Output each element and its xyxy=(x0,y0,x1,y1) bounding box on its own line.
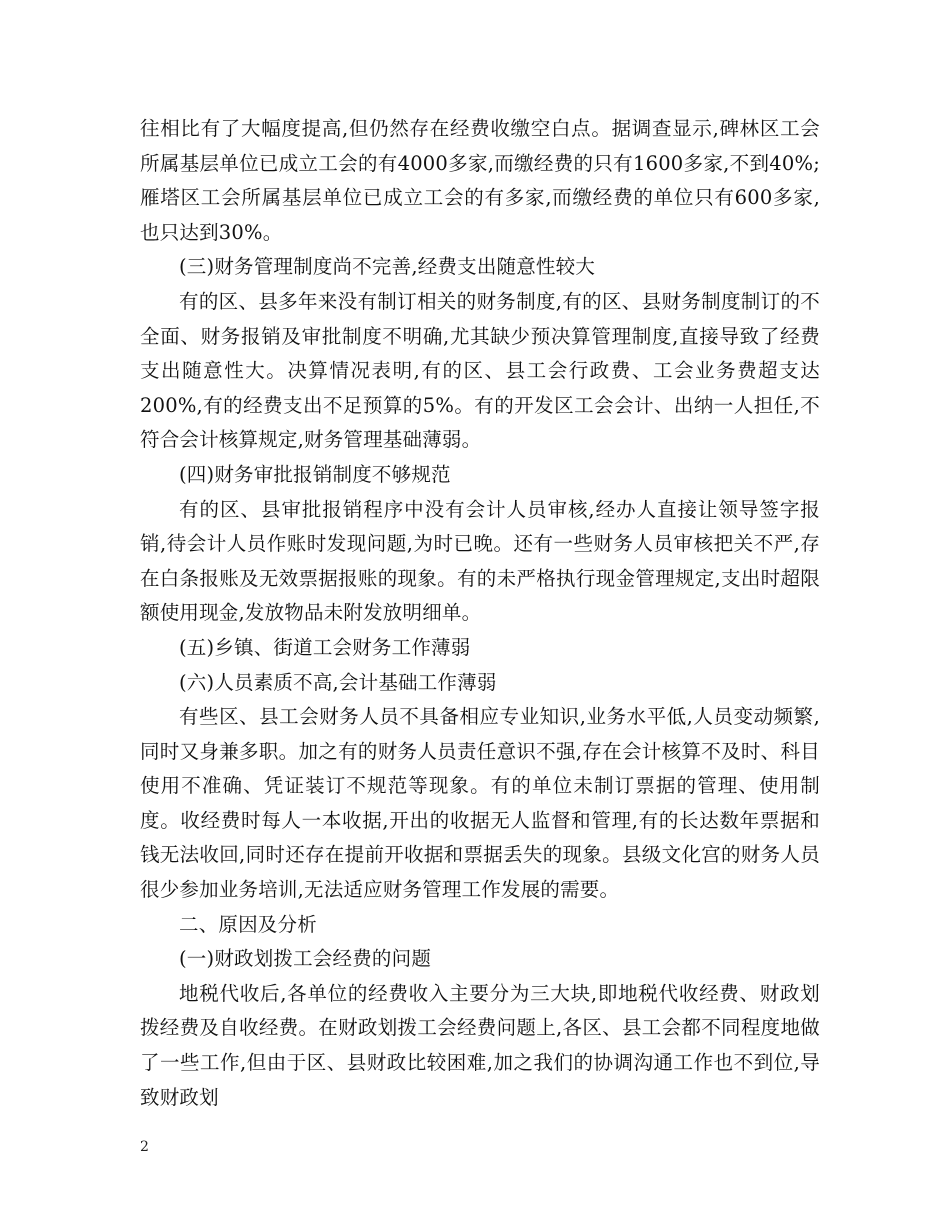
paragraph-8: 有些区、县工会财务人员不具备相应专业知识,业务水平低,人员变动频繁,同时又身兼多职。加之有的财务人员责任意识不强,存在会计核算不及时、科目使用不准确、凭证装订不规范等现象。有的单位未制订票据的管理、使用制度。收经费时每人一本收据,开出的收据无人监督和管理,有的长达数年票据和钱无法收回,同时还存在提前开收据和票据丢失的现象。县级文化宫的财务人员很少参加业务培训,无法适应财务管理工作发展的需要。 xyxy=(140,705,820,902)
page-number: 2 xyxy=(140,1139,149,1155)
heading-section-3: (三)财务管理制度尚不完善,经费支出随意性较大 xyxy=(179,255,596,279)
paragraph-1: 往相比有了大幅度提高,但仍然存在经费收缴空白点。据调查显示,碑林区工会所属基层单位已成立工会的有4000多家,而缴经费的只有1600多家,不到40%;雁塔区工会所属基层单位已成立工会的有多家,而缴经费的单位只有600多家,也只达到30%。 xyxy=(140,117,820,244)
heading-subsection-1: (一)财政划拨工会经费的问题 xyxy=(179,947,432,971)
document-body xyxy=(140,112,820,1115)
heading-section-4: (四)财务审批报销制度不够规范 xyxy=(179,462,451,486)
heading-part-2: 二、原因及分析 xyxy=(179,912,317,936)
heading-section-6: (六)人员素质不高,会计基础工作薄弱 xyxy=(179,670,497,694)
heading-section-5: (五)乡镇、街道工会财务工作薄弱 xyxy=(179,635,471,659)
paragraph-3: 有的区、县多年来没有制订相关的财务制度,有的区、县财务制度制订的不全面、财务报销及审批制度不明确,尤其缺少预决算管理制度,直接导致了经费支出随意性大。决算情况表明,有的区、县工会行政费、工会业务费超支达200%,有的经费支出不足预算的5%。有的开发区工会会计、出纳一人担任,不符合会计核算规定,财务管理基础薄弱。 xyxy=(140,289,820,452)
paragraph-5: 有的区、县审批报销程序中没有会计人员审核,经办人直接让领导签字报销,待会计人员作账时发现问题,为时已晚。还有一些财务人员审核把关不严,存在白条报账及无效票据报账的现象。有的未严格执行现金管理规定,支出时超限额使用现金,发放物品未附发放明细单。 xyxy=(140,497,820,625)
paragraph-11: 地税代收后,各单位的经费收入主要分为三大块,即地税代收经费、财政划拨经费及自收经费。在财政划拨工会经费问题上,各区、县工会都不同程度地做了一些工作,但由于区、县财政比较困难,加之我们的协调沟通工作也不到位,导致财政划 xyxy=(140,981,820,1109)
